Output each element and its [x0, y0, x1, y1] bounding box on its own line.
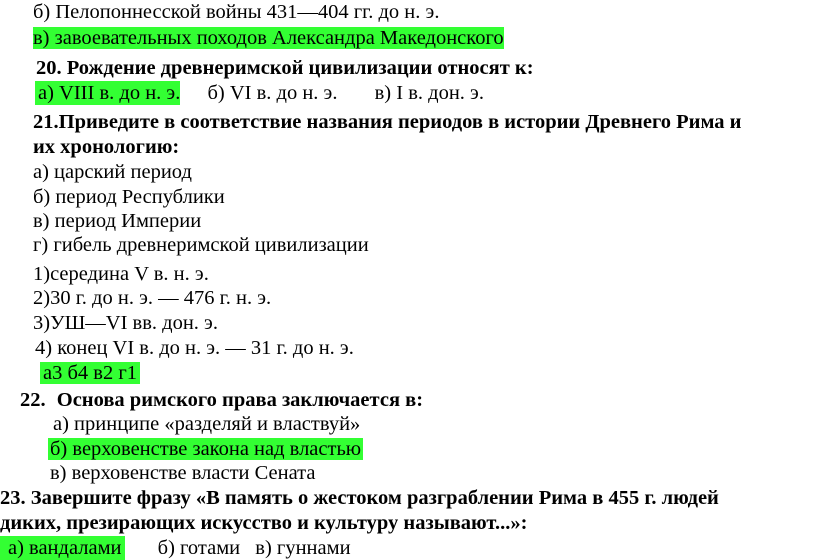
q23-option-a: а) вандалами: [0, 536, 125, 560]
q21-date-1-text: 1)середина V в. н. э.: [33, 263, 209, 285]
q22-option-c: [50, 461, 316, 485]
q21-answer-text: а3 б4 в2 г1: [40, 362, 140, 384]
q21-item-c-text: в) период Империи: [33, 210, 202, 232]
q20-option-c: в) I в. дон. э.: [374, 82, 484, 104]
q19-option-c: [33, 26, 504, 50]
q19-option-b-text: б) Пелопоннесской войны 431—404 гг. до н. э.: [33, 1, 440, 23]
q21-date-4-text: 4) конец VI в. до н. э. — 31 г. до н. э.: [35, 337, 354, 359]
q21-answer: [40, 361, 140, 385]
q21-date-1: [33, 262, 209, 286]
q23-question-line1: [0, 486, 719, 510]
q23-options: [0, 536, 351, 560]
q22-option-b: [48, 437, 363, 461]
q21-question-line1-text: 21.Приведите в соответствие названия периодов в истории Древнего Рима и: [33, 111, 742, 133]
q21-item-d-text: г) гибель древнеримской цивилизации: [33, 234, 369, 256]
q21-date-2-text: 2)30 г. до н. э. — 476 г. н. э.: [33, 287, 272, 309]
q21-item-a-text: а) царский период: [33, 161, 192, 183]
q23-question-line2-text: диких, презирающих искусство и культуру называют...»:: [0, 512, 528, 534]
q20-options: [35, 81, 484, 105]
q21-item-c: [33, 209, 201, 233]
q21-item-a: [33, 160, 192, 184]
q19-option-c-text: в) завоевательных походов Александра Македонского: [33, 27, 504, 49]
q19-option-b: [33, 0, 439, 24]
q22-option-a: [53, 412, 360, 436]
q20-option-b: б) VI в. до н. э.: [207, 82, 338, 104]
q22-question: [20, 388, 423, 412]
q20-question: [36, 56, 534, 80]
q23-option-c: в) гуннами: [255, 537, 351, 559]
q21-date-3-text: 3)УШ—VI вв. дон. э.: [33, 312, 218, 334]
q22-question-text: Основа римского права заключается в:: [56, 389, 424, 411]
q22-number: 22.: [20, 389, 46, 411]
q21-question-line2-text: их хронологию:: [33, 136, 180, 158]
q23-question-line1-text: 23. Завершите фразу «В память о жестоком разграблении Рима в 455 г. людей: [0, 487, 719, 509]
q23-option-b: б) готами: [157, 537, 241, 559]
q20-option-a: а) VIII в. до н. э.: [35, 81, 180, 105]
q21-question-line1: [33, 110, 741, 134]
q21-item-d: [33, 233, 369, 257]
q21-question-line2: [33, 135, 179, 159]
q21-date-3: [33, 311, 218, 335]
q21-date-4: [35, 336, 354, 360]
q22-option-c-text: в) верховенстве власти Сената: [50, 462, 316, 484]
q22-option-a-text: а) принципе «разделяй и властвуй»: [53, 413, 361, 435]
q21-date-2: [33, 286, 271, 310]
q22-option-b-text: б) верховенстве закона над властью: [50, 438, 362, 460]
q20-question-text: 20. Рождение древнеримской цивилизации относят к:: [36, 57, 534, 79]
q23-question-line2: [0, 511, 527, 535]
q21-item-b-text: б) период Республики: [33, 186, 225, 208]
q21-item-b: [33, 185, 225, 209]
